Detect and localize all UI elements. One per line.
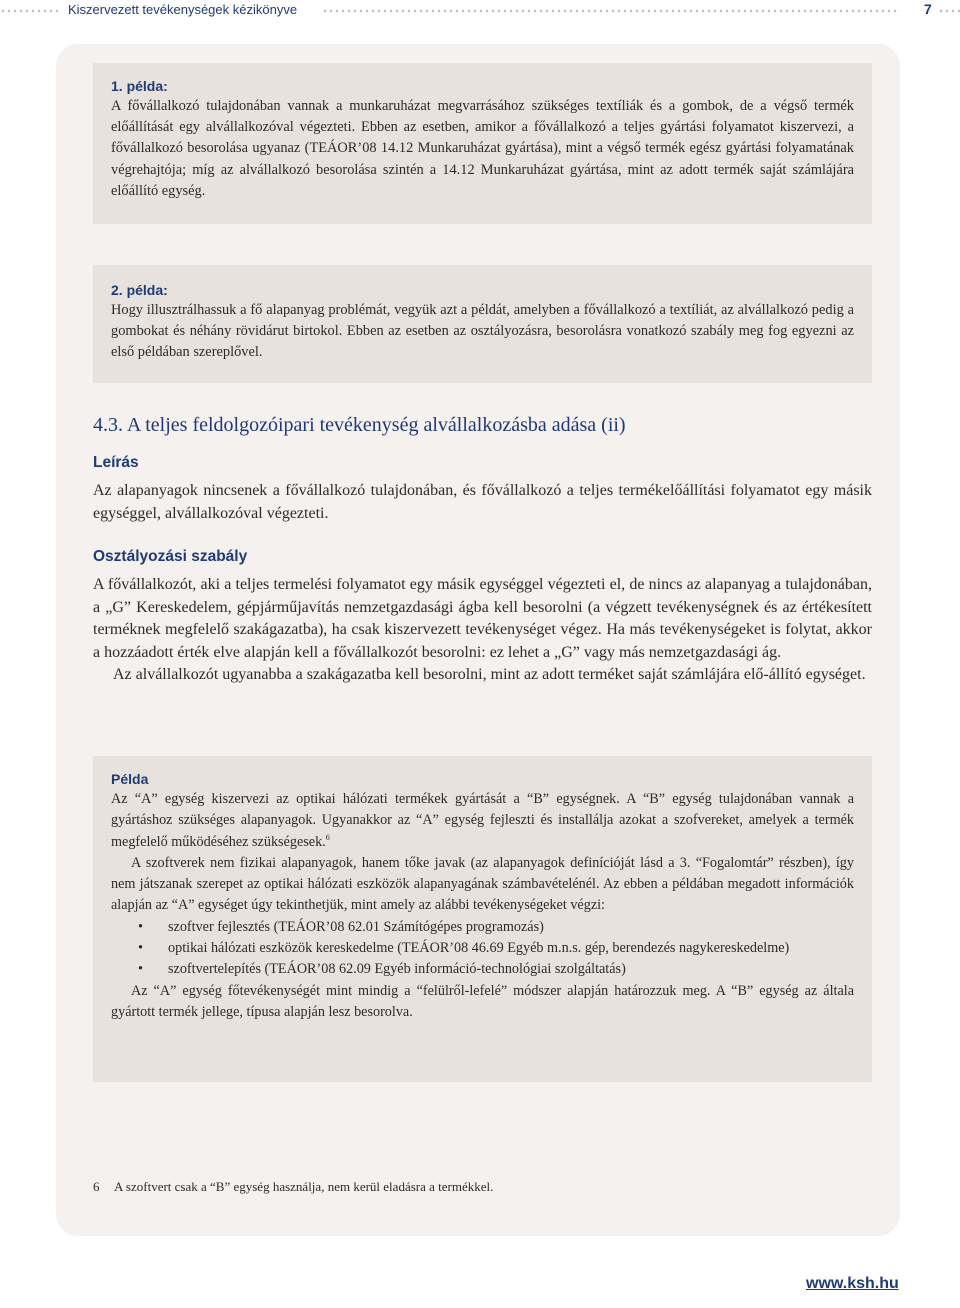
bullet-icon: •	[138, 918, 143, 935]
example-3-paragraph-1	[111, 789, 854, 853]
list-item	[111, 938, 854, 959]
rule-heading: Osztályozási szabály	[93, 548, 248, 565]
list-item-text: optikai hálózati eszközök kereskedelme (TEÁOR’08 46.69 Egyéb m.n.s. gép, berendezés nagykereskedelme)	[168, 940, 790, 957]
section-heading: 4.3. A teljes feldolgozóipari tevékenység alvállalkozásba adása (ii)	[93, 414, 626, 436]
footnote-ref: 6	[325, 832, 330, 842]
page-header	[0, 0, 960, 22]
website-link[interactable]: www.ksh.hu	[806, 1275, 899, 1292]
description-text: Az alapanyagok nincsenek a fővállalkozó tulajdonában, és fővállalkozó a teljes termékelőállítási folyamatot egy másik egységgel, alvállalkozóval végezteti.	[93, 482, 872, 522]
footnote-text: A szoftvert csak a “B” egység használja, nem kerül eladásra a termékkel.	[114, 1179, 494, 1194]
header-dots-right	[938, 9, 960, 13]
rule-text	[93, 574, 872, 687]
activity-list	[111, 917, 854, 981]
bullet-icon: •	[138, 961, 143, 978]
example-2-box	[93, 265, 872, 383]
example-2-label: 2. példa:	[111, 282, 168, 298]
description-heading: Leírás	[93, 454, 139, 471]
list-item-text: szoftvertelepítés (TEÁOR’08 62.09 Egyéb információ-technológiai szolgáltatás)	[168, 961, 626, 978]
example-2-text: Hogy illusztrálhassuk a fő alapanyag problémát, vegyük azt a példát, amelyben a fővállalkozó a textíliát, az alvállalkozó pedig a gombokat és néhány rövidárut birtokol. Ebben az esetben az osztályozásra, besorolásra vonatkozó szabály meg fog egyezni az első példában szereplővel.	[111, 302, 854, 361]
bullet-icon: •	[138, 940, 143, 957]
list-item	[111, 959, 854, 980]
footnote	[93, 1178, 872, 1196]
rule-paragraph-1: A fővállalkozót, aki a teljes termelési folyamatot egy másik egységgel végezteti el, de nincs az alapanyag a tulajdonában, a „G” Kereskedelem, gépjárműjavítás nemzetgazdasági ágba kell besorolni (a végzett tevékenységnek és az értékesített terméknek megfelelő szakágazatba), ha csak kiszervezett tevékenységet végez. Ha más tevékenységeket is folytat, akkor a hozzáadott érték elve alapján kell a fővállalkozót besorolni: ez lehet a „G” vagy más nemzetgazdasági ág.	[93, 576, 872, 661]
example-1-text: A fővállalkozó tulajdonában vannak a munkaruházat megvarrásához szükséges textíliák és a gombok, de a végső termék előállítását egy alvállalkozóval végezteti. Ebben az esetben, amikor a fővállalkozó a teljes gyártási folyamatot kiszervezi, a fővállalkozó besorolása ugyanaz (TEÁOR’08 14.12 Munkaruházat gyártása), mint a végső termék egész gyártási folyamatának végrehajtója; míg az alvállalkozó besorolása szintén a 14.12 Munkaruházat gyártása, mint az adott termék saját számlájára előállító egység.	[111, 98, 854, 199]
example-3-paragraph-1-text: Az “A” egység kiszervezi az optikai hálózati termékek gyártását a “B” egységnek. A “B” egység tulajdonában vannak a gyártáshoz szükséges alapanyagok. Ugyanakkor az “A” egység fejleszti és installálja azokat a szofvereket, amelyek a termék megfelelő működéséhez szükségesek.	[111, 791, 854, 850]
example-1-box	[93, 63, 872, 224]
list-item-text: szoftver fejlesztés (TEÁOR’08 62.01 Számítógépes programozás)	[168, 918, 544, 935]
example-3-label: Példa	[111, 771, 149, 787]
example-3-paragraph-3: Az “A” egység főtevékenységét mint mindig a “felülről-lefelé” módszer alapján határozzuk meg. A “B” egység az általa gyártott termék jellege, típusa alapján lesz besorolva.	[111, 982, 854, 1020]
header-title: Kiszervezett tevékenységek kézikönyve	[68, 2, 298, 17]
example-1-label: 1. példa:	[111, 78, 168, 94]
list-item	[111, 917, 854, 938]
example-3-box	[93, 756, 872, 1082]
header-dots-middle	[322, 9, 900, 13]
example-3-paragraph-2: A szoftverek nem fizikai alapanyagok, hanem tőke javak (az alapanyagok definícióját lásd a 3. “Fogalomtár” részben), így nem játszanak szerepet az optikai hálózati eszközök alapanyagának számbavételénél. Az ebben a példában megadott információk alapján az “A” egységet úgy tekinthetjük, mint amely az alábbi tevékenységeket végzi:	[111, 854, 854, 914]
rule-paragraph-2: Az alvállalkozót ugyanabba a szakágazatba kell besorolni, mint az adott terméket saját számlájára elő-állító egységet.	[113, 666, 866, 684]
header-dots-left	[0, 9, 58, 13]
footnote-number: 6	[93, 1179, 100, 1194]
page-number: 7	[924, 1, 932, 17]
